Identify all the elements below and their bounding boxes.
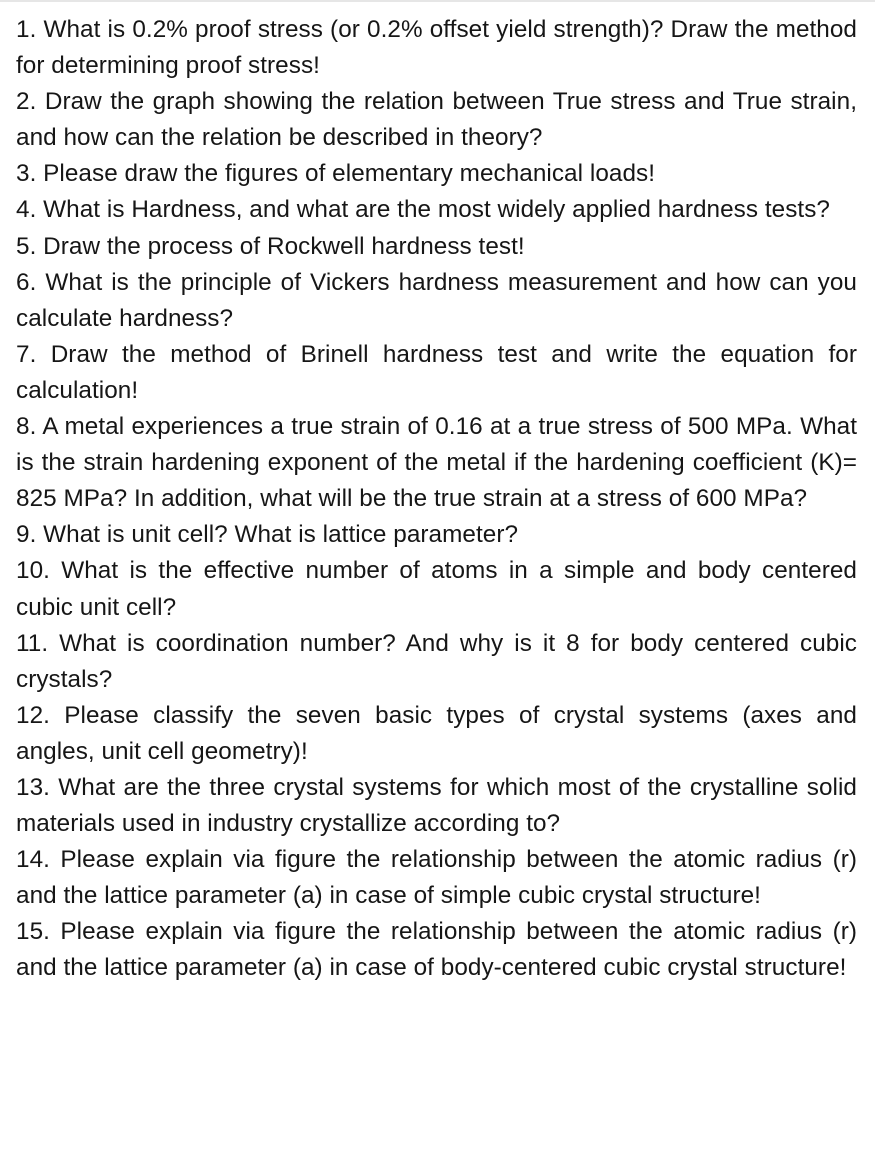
question-10: 10. What is the effective number of atoms in a simple and body centered cubic unit cell? (16, 557, 857, 621)
question-list (16, 12, 857, 987)
question-1: 1. What is 0.2% proof stress (or 0.2% offset yield strength)? Draw the method for determining proof stress! (16, 16, 857, 80)
question-4: 4. What is Hardness, and what are the most widely applied hardness tests? (16, 196, 830, 224)
question-12: 12. Please classify the seven basic types of crystal systems (axes and angles, unit cell geometry)! (16, 701, 857, 765)
question-13: 13. What are the three crystal systems for which most of the crystalline solid materials used in industry crystallize according to? (16, 773, 857, 838)
question-2: 2. Draw the graph showing the relation between True stress and True strain, and how can the relation be described in theory? (16, 88, 857, 152)
question-6: 6. What is the principle of Vickers hardness measurement and how can you calculate hardness? (16, 268, 857, 332)
question-9: 9. What is unit cell? What is lattice parameter? (16, 521, 519, 549)
question-5: 5. Draw the process of Rockwell hardness test! (16, 232, 525, 260)
question-14: 14. Please explain via figure the relationship between the atomic radius (r) and the lattice parameter (a) in case of simple cubic crystal structure! (16, 846, 857, 910)
top-divider (0, 0, 875, 2)
question-3: 3. Please draw the figures of elementary mechanical loads! (16, 160, 656, 188)
question-7: 7. Draw the method of Brinell hardness test and write the equation for calculation! (16, 340, 857, 404)
question-8: 8. A metal experiences a true strain of 0.16 at a true stress of 500 MPa. What is the strain hardening exponent of the metal if the hardening coefficient (K)= 825 MPa? In addition, what will be the true strain at a stress of 600 MPa? (16, 413, 857, 513)
question-15: 15. Please explain via figure the relationship between the atomic radius (r) and the lattice parameter (a) in case of body-centered cubic crystal structure! (16, 918, 857, 982)
question-11: 11. What is coordination number? And why is it 8 for body centered cubic crystals? (16, 629, 857, 693)
